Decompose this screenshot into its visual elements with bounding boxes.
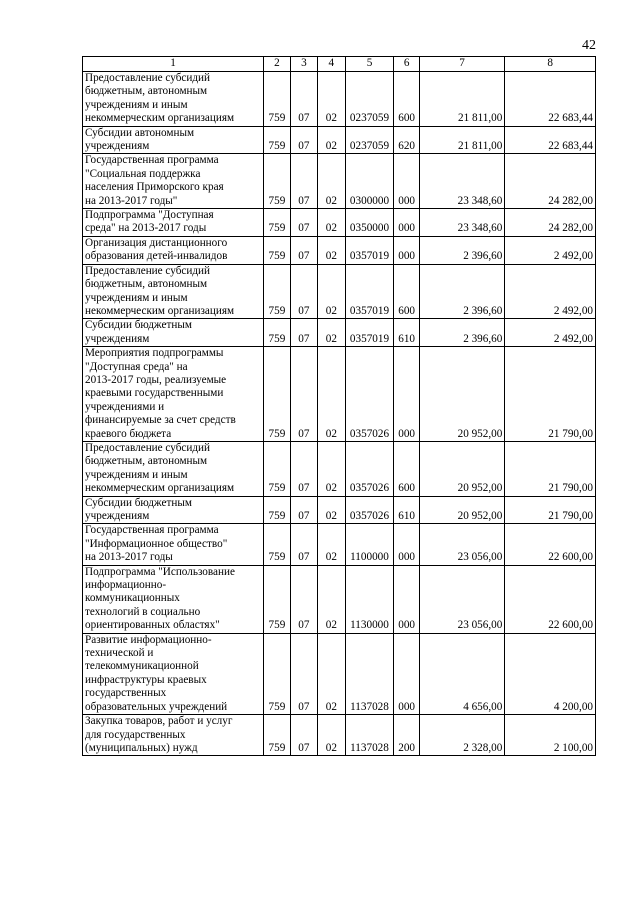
row-section-code: 07	[290, 209, 317, 237]
row-ministry-code: 759	[264, 72, 290, 127]
row-expense-type-code: 000	[394, 236, 419, 264]
row-amount-year-1: 2 396,60	[419, 319, 505, 347]
row-amount-year-2: 21 790,00	[505, 347, 596, 442]
table-row	[83, 236, 596, 264]
row-subsection-code: 02	[318, 72, 345, 127]
row-ministry-code: 759	[264, 319, 290, 347]
column-header-8: 8	[505, 57, 596, 72]
table-row	[83, 264, 596, 319]
row-section-code: 07	[290, 72, 317, 127]
row-section-code: 07	[290, 154, 317, 209]
row-target-code: 0357026	[345, 496, 394, 524]
row-amount-year-2: 24 282,00	[505, 154, 596, 209]
row-subsection-code: 02	[318, 715, 345, 756]
row-expense-type-code: 000	[394, 154, 419, 209]
row-name: Закупка товаров, работ и услуг для государственных (муниципальных) нужд	[83, 715, 264, 756]
row-expense-type-code: 000	[394, 633, 419, 714]
row-ministry-code: 759	[264, 154, 290, 209]
row-ministry-code: 759	[264, 565, 290, 633]
table-row	[83, 633, 596, 714]
table-row	[83, 72, 596, 127]
row-section-code: 07	[290, 236, 317, 264]
row-amount-year-2: 22 600,00	[505, 524, 596, 565]
row-section-code: 07	[290, 126, 317, 154]
row-subsection-code: 02	[318, 524, 345, 565]
column-header-1: 1	[83, 57, 264, 72]
row-name: Развитие информационно- технической и телекоммуникационной инфраструктуры краевых государственных образовательных учреждений	[83, 633, 264, 714]
row-section-code: 07	[290, 633, 317, 714]
row-subsection-code: 02	[318, 633, 345, 714]
table-row	[83, 209, 596, 237]
table-row	[83, 524, 596, 565]
row-target-code: 0300000	[345, 154, 394, 209]
row-ministry-code: 759	[264, 264, 290, 319]
row-target-code: 0357019	[345, 264, 394, 319]
row-section-code: 07	[290, 524, 317, 565]
column-header-5: 5	[345, 57, 394, 72]
row-target-code: 0350000	[345, 209, 394, 237]
row-amount-year-1: 2 396,60	[419, 236, 505, 264]
row-amount-year-2: 2 492,00	[505, 236, 596, 264]
row-subsection-code: 02	[318, 496, 345, 524]
row-ministry-code: 759	[264, 633, 290, 714]
row-expense-type-code: 200	[394, 715, 419, 756]
row-amount-year-1: 20 952,00	[419, 441, 505, 496]
row-name: Субсидии автономным учреждениям	[83, 126, 264, 154]
row-expense-type-code: 000	[394, 524, 419, 565]
row-target-code: 0237059	[345, 72, 394, 127]
row-subsection-code: 02	[318, 565, 345, 633]
row-name: Государственная программа "Информационное общество" на 2013-2017 годы	[83, 524, 264, 565]
row-amount-year-2: 21 790,00	[505, 441, 596, 496]
row-name: Предоставление субсидий бюджетным, автономным учреждениям и иным некоммерческим организациям	[83, 441, 264, 496]
row-subsection-code: 02	[318, 236, 345, 264]
table-row	[83, 126, 596, 154]
row-amount-year-2: 24 282,00	[505, 209, 596, 237]
row-subsection-code: 02	[318, 264, 345, 319]
column-header-2: 2	[264, 57, 290, 72]
row-subsection-code: 02	[318, 209, 345, 237]
row-ministry-code: 759	[264, 524, 290, 565]
row-section-code: 07	[290, 319, 317, 347]
row-amount-year-1: 21 811,00	[419, 72, 505, 127]
row-target-code: 1137028	[345, 633, 394, 714]
table-body	[83, 72, 596, 756]
row-amount-year-1: 23 056,00	[419, 565, 505, 633]
row-expense-type-code: 610	[394, 319, 419, 347]
row-expense-type-code: 600	[394, 264, 419, 319]
table-row	[83, 347, 596, 442]
row-amount-year-2: 4 200,00	[505, 633, 596, 714]
row-section-code: 07	[290, 715, 317, 756]
row-amount-year-2: 22 600,00	[505, 565, 596, 633]
row-name: Предоставление субсидий бюджетным, автономным учреждениям и иным некоммерческим организациям	[83, 72, 264, 127]
table-header-row	[83, 57, 596, 72]
row-name: Субсидии бюджетным учреждениям	[83, 496, 264, 524]
row-section-code: 07	[290, 496, 317, 524]
row-expense-type-code: 000	[394, 347, 419, 442]
row-name: Подпрограмма "Использование информационно- коммуникационных технологий в социально ориентированных областях"	[83, 565, 264, 633]
row-ministry-code: 759	[264, 715, 290, 756]
row-subsection-code: 02	[318, 347, 345, 442]
row-amount-year-1: 4 656,00	[419, 633, 505, 714]
row-target-code: 0357026	[345, 441, 394, 496]
row-amount-year-2: 21 790,00	[505, 496, 596, 524]
row-amount-year-2: 2 100,00	[505, 715, 596, 756]
row-ministry-code: 759	[264, 347, 290, 442]
row-ministry-code: 759	[264, 126, 290, 154]
column-header-4: 4	[318, 57, 345, 72]
row-amount-year-1: 2 328,00	[419, 715, 505, 756]
row-target-code: 1130000	[345, 565, 394, 633]
row-amount-year-1: 2 396,60	[419, 264, 505, 319]
row-section-code: 07	[290, 565, 317, 633]
table-row	[83, 496, 596, 524]
row-name: Организация дистанционного образования детей-инвалидов	[83, 236, 264, 264]
row-name: Мероприятия подпрограммы "Доступная среда" на 2013-2017 годы, реализуемые краевыми государственными учреждениями и финансируемые за счет средств краевого бюджета	[83, 347, 264, 442]
row-expense-type-code: 610	[394, 496, 419, 524]
table-row	[83, 319, 596, 347]
row-subsection-code: 02	[318, 319, 345, 347]
table-row	[83, 715, 596, 756]
row-name: Государственная программа "Социальная поддержка населения Приморского края на 2013-2017 годы"	[83, 154, 264, 209]
row-name: Предоставление субсидий бюджетным, автономным учреждениям и иным некоммерческим организациям	[83, 264, 264, 319]
row-subsection-code: 02	[318, 154, 345, 209]
row-ministry-code: 759	[264, 209, 290, 237]
row-section-code: 07	[290, 264, 317, 319]
row-target-code: 0357019	[345, 319, 394, 347]
column-header-3: 3	[290, 57, 317, 72]
row-section-code: 07	[290, 441, 317, 496]
table-row	[83, 154, 596, 209]
row-amount-year-1: 20 952,00	[419, 496, 505, 524]
row-ministry-code: 759	[264, 236, 290, 264]
row-amount-year-2: 22 683,44	[505, 72, 596, 127]
column-header-7: 7	[419, 57, 505, 72]
row-expense-type-code: 600	[394, 72, 419, 127]
row-ministry-code: 759	[264, 441, 290, 496]
table-row	[83, 441, 596, 496]
page-number: 42	[582, 38, 596, 53]
row-amount-year-1: 23 348,60	[419, 209, 505, 237]
row-ministry-code: 759	[264, 496, 290, 524]
row-target-code: 1137028	[345, 715, 394, 756]
row-subsection-code: 02	[318, 126, 345, 154]
row-amount-year-2: 22 683,44	[505, 126, 596, 154]
row-name: Субсидии бюджетным учреждениям	[83, 319, 264, 347]
budget-table	[82, 56, 596, 756]
row-subsection-code: 02	[318, 441, 345, 496]
row-amount-year-1: 23 056,00	[419, 524, 505, 565]
row-target-code: 0237059	[345, 126, 394, 154]
row-amount-year-1: 20 952,00	[419, 347, 505, 442]
row-amount-year-2: 2 492,00	[505, 319, 596, 347]
row-amount-year-1: 23 348,60	[419, 154, 505, 209]
row-target-code: 1100000	[345, 524, 394, 565]
row-target-code: 0357019	[345, 236, 394, 264]
row-section-code: 07	[290, 347, 317, 442]
table-row	[83, 565, 596, 633]
column-header-6: 6	[394, 57, 419, 72]
row-name: Подпрограмма "Доступная среда" на 2013-2017 годы	[83, 209, 264, 237]
row-target-code: 0357026	[345, 347, 394, 442]
row-expense-type-code: 600	[394, 441, 419, 496]
row-expense-type-code: 000	[394, 565, 419, 633]
row-expense-type-code: 000	[394, 209, 419, 237]
row-amount-year-2: 2 492,00	[505, 264, 596, 319]
row-expense-type-code: 620	[394, 126, 419, 154]
row-amount-year-1: 21 811,00	[419, 126, 505, 154]
